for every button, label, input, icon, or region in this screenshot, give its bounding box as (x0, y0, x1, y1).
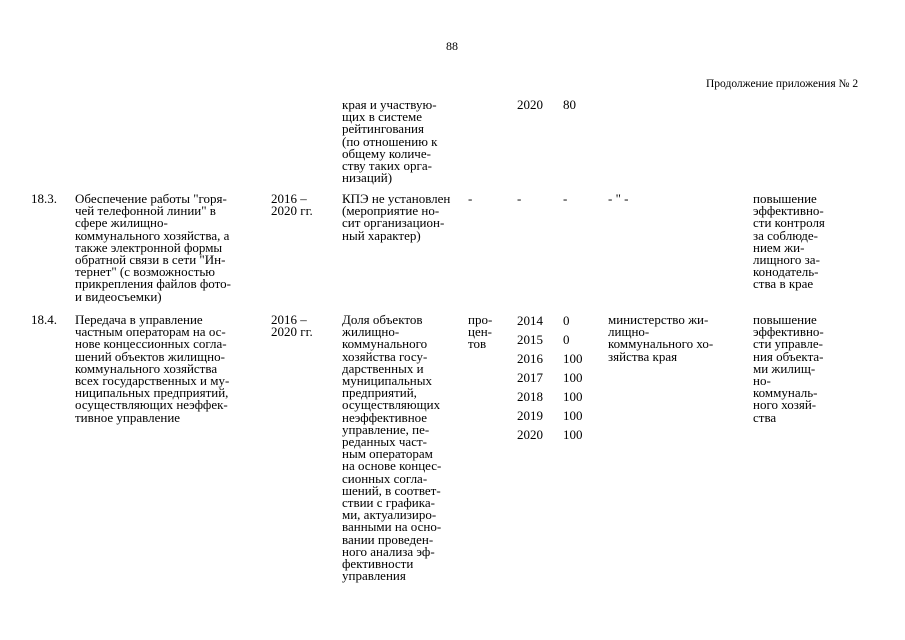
values-cell: 0 0 100 100 100 100 100 (563, 313, 583, 442)
term-cell: 2016 – 2020 гг. (271, 191, 313, 219)
years-cell: 2014 2015 2016 2017 2018 2019 2020 (517, 313, 543, 442)
unit-cell: про- цен- тов (468, 312, 493, 352)
year-cell: - (517, 191, 522, 206)
term-cell: 2016 – 2020 гг. (271, 312, 313, 340)
continued-year-cell: 2020 (517, 97, 543, 112)
continuation-caption: Продолжение приложения № 2 (706, 78, 859, 90)
continued-value-cell: 80 (563, 97, 576, 112)
result-cell: повышение эффективно- сти управле- ния объекта- ми жилищ- но- коммуналь- ного хозяй- ства (753, 312, 824, 425)
result-cell: повышение эффективно- сти контроля за соблюде- нием жи- лищного за- конодатель- ства в крае (753, 191, 825, 292)
responsible-cell: - " - (608, 191, 629, 206)
indicator-cell: Доля объектов жилищно- коммунального хозяйства госу- дарственных и муниципальных предприятий, осуществляющих неэффективное управление, пе- реданных част- ным операторам на основе концес- сионных согла- шений, в соответ- ствии с графика- ми, актуализиро- ванными на осно- вании проведен- ного анализа эф- фективности управления (342, 312, 442, 584)
indicator-cell: КПЭ не установлен (мероприятие но- сит организацион- ный характер) (342, 191, 451, 243)
value-cell: - (563, 191, 568, 206)
page-number: 88 (446, 39, 458, 53)
row-number-cell: 18.4. (31, 312, 57, 327)
continued-indicator-cell: края и участвую- щих в системе рейтингования (по отношению к общему количе- ству таких орга- низаций) (342, 97, 438, 186)
measure-name-cell: Обеспечение работы "горя- чей телефонной линии" в сфере жилищно- коммунального хозяйства, а также электронной формы обратной связи в сети "Ин- тернет" (с возможностью прикрепления файлов фото- и видеосъемки) (75, 191, 231, 304)
responsible-cell: министерство жи- лищно- коммунального хо- зяйства края (608, 312, 714, 364)
row-number-cell: 18.3. (31, 191, 57, 206)
measure-name-cell: Передача в управление частным операторам на ос- нове концессионных согла- шений объектов жилищно- коммунального хозяйства всех государственных и му- ниципальных предприятий, осуществляющих неэффек- тивное управление (75, 312, 230, 425)
unit-cell: - (468, 191, 473, 206)
